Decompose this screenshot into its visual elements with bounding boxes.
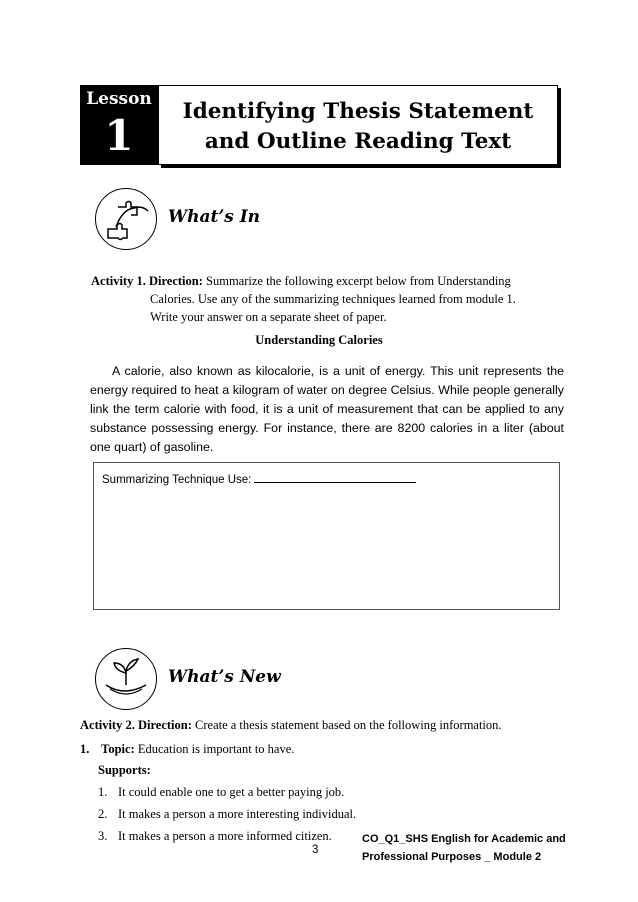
footer-line1: CO_Q1_SHS English for Academic and	[362, 833, 566, 845]
supports-label: Supports:	[98, 763, 151, 777]
support-text: It makes a person a more informed citizen.	[118, 829, 332, 843]
topic-number: 1.	[80, 742, 90, 756]
passage	[90, 362, 564, 457]
summary-technique-label: Summarizing Technique Use:	[102, 474, 252, 486]
whats-in-heading: What’s In	[168, 207, 261, 227]
activity2-direction	[80, 716, 580, 734]
page-number: 3	[312, 844, 319, 856]
support-text: It could enable one to get a better paying job.	[118, 785, 345, 799]
activity1-direction	[91, 272, 561, 326]
passage-text: A calorie, also known as kilocalorie, is a unit of energy. This unit represents the energy required to heat a kilogram of water on degree Celsius. While people generally link the term calorie with food, it is a unit of measurement that can be applied to any substance possessing energy. For instance, there are 8200 calories in a liter (about one quart) of gasoline.	[90, 364, 564, 454]
summary-technique-blank[interactable]	[254, 472, 416, 483]
summary-answer-box[interactable]	[93, 462, 560, 610]
footer-line2: Professional Purposes _ Module 2	[362, 851, 542, 863]
summary-technique-field	[102, 472, 416, 486]
activity2	[80, 716, 580, 845]
lesson-badge	[80, 85, 158, 165]
topic-label: Topic:	[101, 742, 135, 756]
activity1-line3: Write your answer on a separate sheet of paper.	[150, 310, 387, 324]
activity2-label: Activity 2. Direction:	[80, 718, 192, 732]
activity1-label: Activity 1. Direction:	[91, 274, 203, 288]
footer-module-code	[362, 830, 566, 866]
support-text: It makes a person a more interesting individual.	[118, 807, 357, 821]
lesson-title-box	[158, 85, 558, 165]
lesson-title	[183, 93, 534, 157]
plant-hand-icon	[95, 648, 157, 710]
list-item	[80, 805, 580, 823]
activity1-line2: Calories. Use any of the summarizing techniques learned from module 1.	[150, 292, 516, 306]
lesson-title-line2: and Outline Reading Text	[204, 129, 512, 154]
lesson-label: Lesson	[86, 89, 152, 109]
lesson-number: 1	[104, 111, 134, 160]
activity2-direction-text: Create a thesis statement based on the following information.	[195, 718, 502, 732]
lesson-title-line1: Identifying Thesis Statement	[182, 99, 534, 124]
passage-title: Understanding Calories	[255, 333, 383, 347]
topic-row	[80, 740, 580, 758]
support-number: 2.	[98, 807, 108, 821]
support-number: 1.	[98, 785, 108, 799]
list-item	[80, 783, 580, 801]
puzzle-hand-icon	[95, 188, 157, 250]
activity1-line1: Summarize the following excerpt below from Understanding	[206, 274, 511, 288]
whats-new-heading: What’s New	[168, 667, 281, 687]
support-number: 3.	[98, 829, 108, 843]
topic-text: Education is important to have.	[137, 742, 295, 756]
